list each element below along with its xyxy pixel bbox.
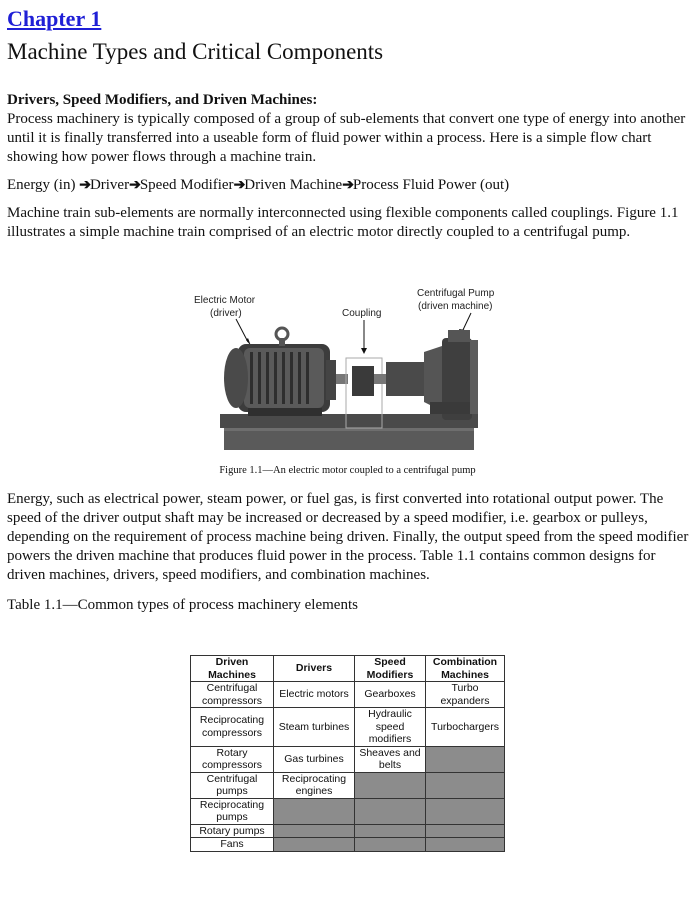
flow-step: Speed Modifier (139, 177, 234, 193)
table-row (191, 838, 505, 852)
pump-pointer (462, 313, 471, 332)
machinery-table (190, 655, 505, 852)
table-cell: Gearboxes (355, 682, 426, 708)
section-heading: Drivers, Speed Modifiers, and Driven Machines: (7, 92, 318, 108)
table-cell: Gas turbines (274, 746, 355, 772)
empty-cell (274, 824, 355, 838)
flow-step: Process Fluid Power (out) (352, 177, 510, 193)
empty-cell (426, 772, 505, 798)
arrow-icon: ➔ (79, 178, 90, 193)
column-header: Drivers (274, 656, 355, 682)
intro-paragraph: Process machinery is typically composed of a group of sub-elements that convert one type of energy into another until it is finally transferred into a useable form of fluid power within a process. Here is a simple flow chart showing how power flows through a machine train. (7, 111, 686, 165)
figure-label-motor: Electric Motor (194, 295, 256, 306)
figure-label-pump: Centrifugal Pump (417, 288, 495, 299)
empty-cell (355, 824, 426, 838)
motor-pointer (236, 319, 248, 342)
table-cell: Centrifugal pumps (191, 772, 274, 798)
table-caption: Table 1.1—Common types of process machinery elements (7, 597, 358, 613)
table-cell: Electric motors (274, 682, 355, 708)
column-header: Speed Modifiers (355, 656, 426, 682)
table-cell: Turbo expanders (426, 682, 505, 708)
table-row (191, 772, 505, 798)
arrowhead-icon (361, 348, 367, 354)
flow-step: Energy (in) (7, 177, 76, 193)
page-title: Machine Types and Critical Components (7, 39, 384, 64)
table-row (191, 708, 505, 747)
table-row (191, 746, 505, 772)
table-row (191, 798, 505, 824)
column-header: Combination Machines (426, 656, 505, 682)
empty-cell (426, 838, 505, 852)
table-cell: Rotary compressors (191, 746, 274, 772)
empty-cell (274, 798, 355, 824)
document-page-lower (7, 490, 691, 615)
arrow-icon: ➔ (342, 178, 353, 193)
figure-label-coupling: Coupling (342, 308, 382, 319)
figure-label-motor-role: (driver) (210, 308, 242, 319)
empty-cell (355, 838, 426, 852)
empty-cell (355, 772, 426, 798)
figure-label-pump-role: (driven machine) (418, 301, 493, 312)
figure-caption: Figure 1.1—An electric motor coupled to a centrifugal pump (219, 465, 476, 476)
table-cell: Centrifugal compressors (191, 682, 274, 708)
arrow-icon: ➔ (129, 178, 140, 193)
machine-train-figure (186, 282, 506, 458)
table-cell: Reciprocating compressors (191, 708, 274, 747)
chapter-link[interactable]: Chapter 1 (7, 6, 102, 31)
energy-paragraph: Energy, such as electrical power, steam power, or fuel gas, is first converted into rotational output power. The speed of the driver output shaft may be increased or decreased by a speed modifier, i.e. gearbox or pulleys, depending on the requirement of process machine being driven. Finally, the output speed from the speed modifier powers the driven machine that produces fluid power in the process. Table 1.1 contains common designs for driven machines, drivers, speed modifiers, and combination machines. (7, 491, 689, 583)
arrow-icon: ➔ (233, 178, 245, 193)
empty-cell (426, 798, 505, 824)
empty-cell (355, 798, 426, 824)
table-cell: Fans (191, 838, 274, 852)
table-cell: Steam turbines (274, 708, 355, 747)
flow-chart-line (7, 176, 691, 195)
table-cell: Hydraulic speed modifiers (355, 708, 426, 747)
document-page (7, 6, 691, 242)
coupling-paragraph: Machine train sub-elements are normally interconnected using flexible components called couplings. Figure 1.1 illustrates a simple machine train comprised of an electric motor directly coupled to a centrifugal pump. (7, 205, 679, 240)
column-header: Driven Machines (191, 656, 274, 682)
empty-cell (426, 746, 505, 772)
empty-cell (426, 824, 505, 838)
table-cell: Reciprocating pumps (191, 798, 274, 824)
table-header-row (191, 656, 505, 682)
empty-cell (274, 838, 355, 852)
centrifugal-pump-drawing (386, 330, 478, 420)
table-cell: Turbochargers (426, 708, 505, 747)
table-row (191, 682, 505, 708)
flow-step: Driven Machine (244, 177, 343, 193)
table-row (191, 824, 505, 838)
table-cell: Reciprocating engines (274, 772, 355, 798)
flow-step: Driver (89, 177, 130, 193)
table-cell: Sheaves and belts (355, 746, 426, 772)
table-cell: Rotary pumps (191, 824, 274, 838)
